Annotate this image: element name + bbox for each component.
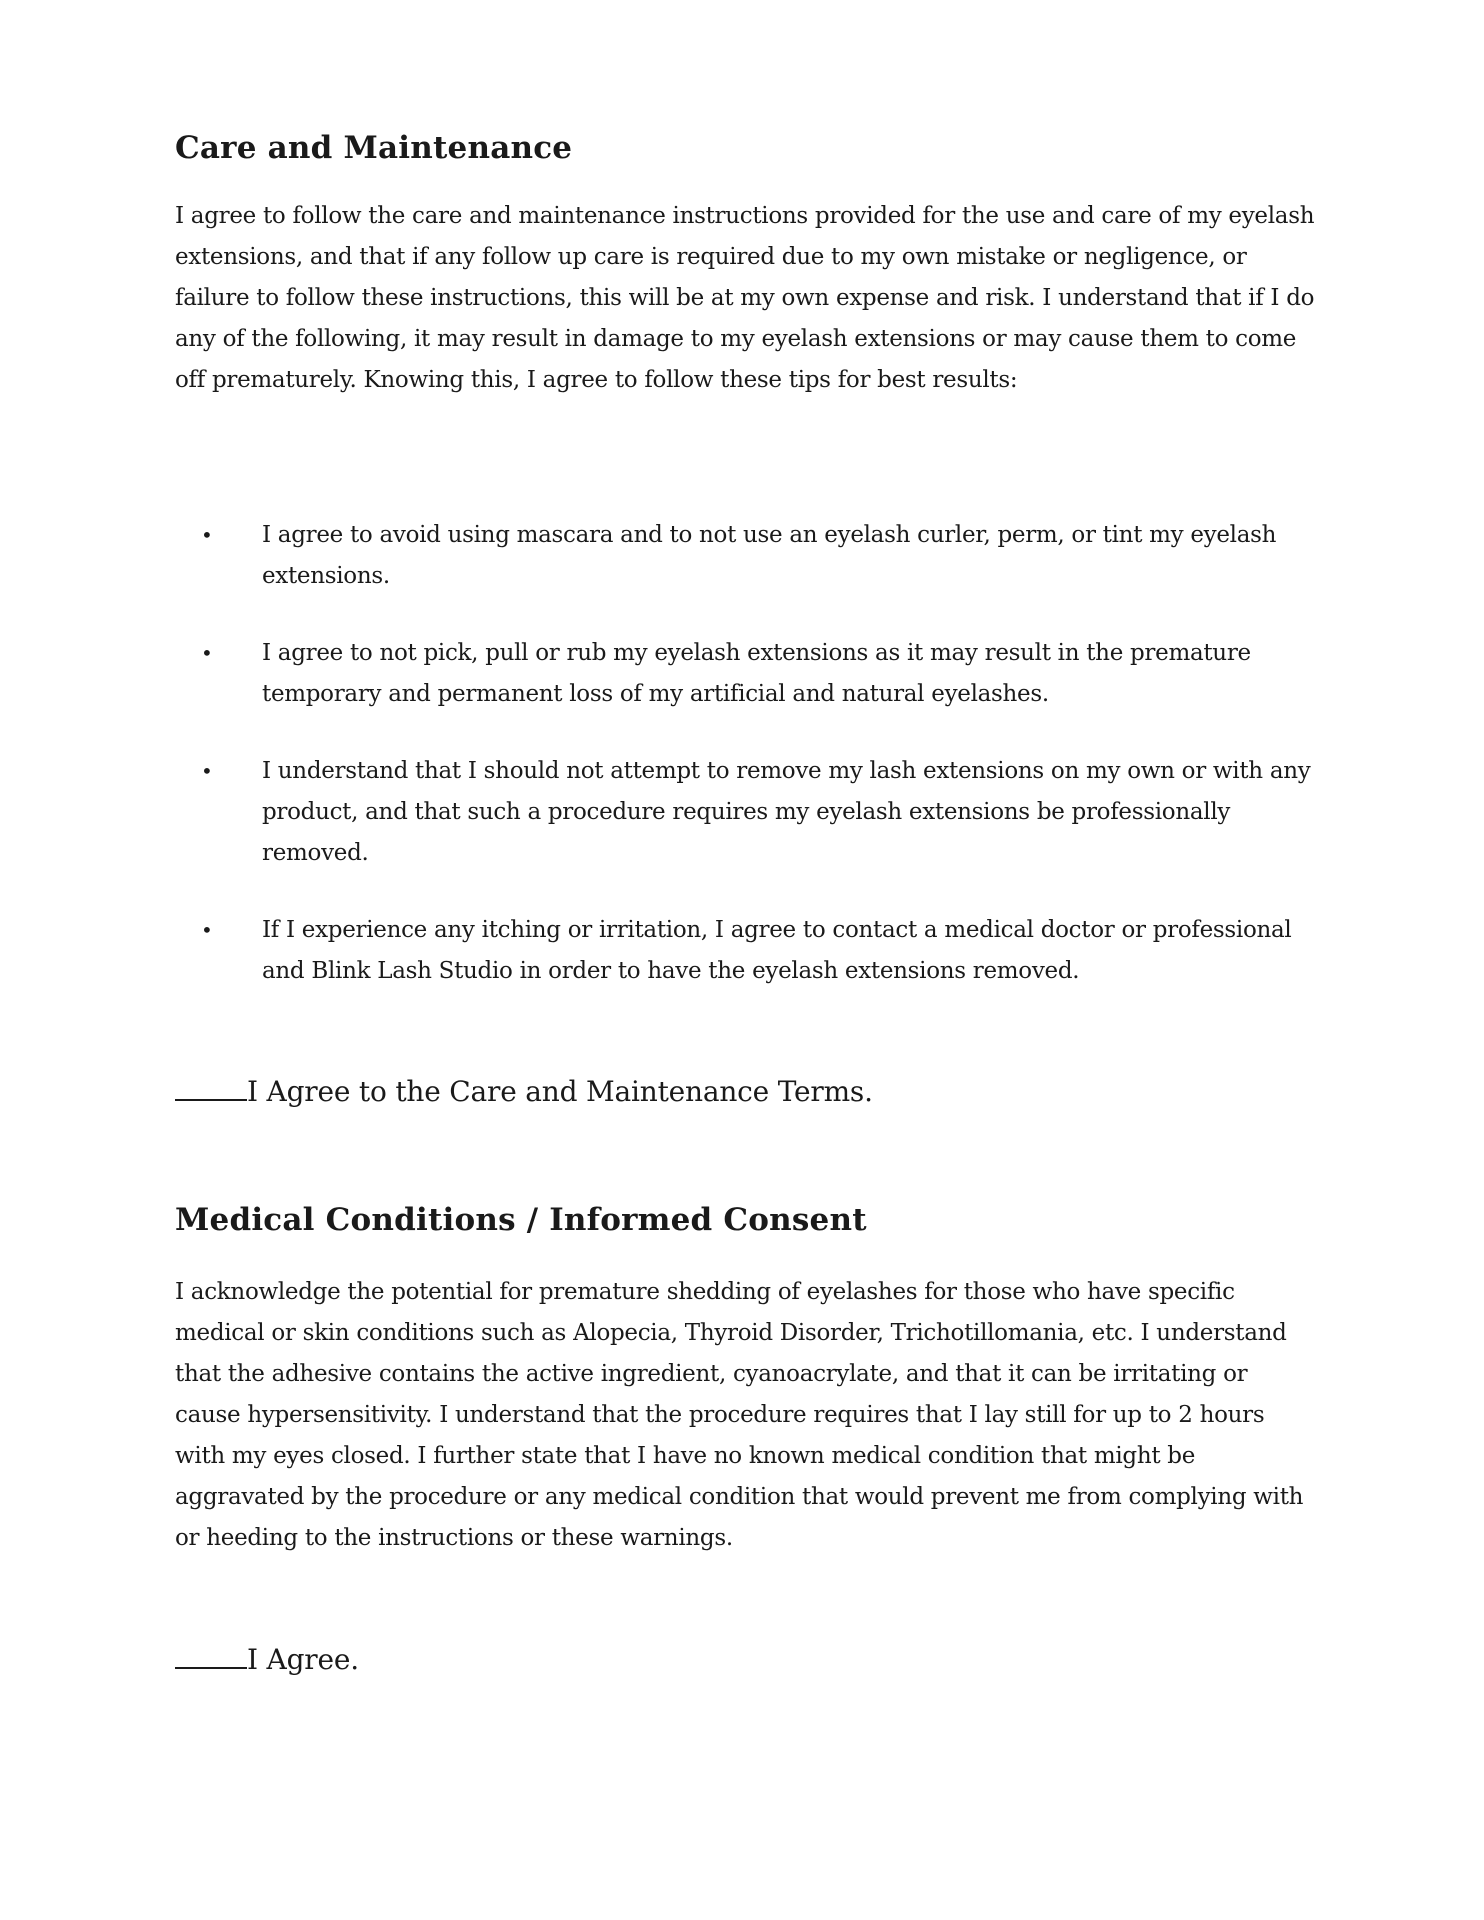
care-agreement-line [175, 1072, 873, 1112]
list-item-text: I agree to not pick, pull or rub my eyelash extensions as it may result in the premature temporary and permanent loss of my artificial and natural eyelashes. [262, 640, 1251, 707]
list-item-text: If I experience any itching or irritation, I agree to contact a medical doctor or professional and Blink Lash Studio in order to have the eyelash extensions removed. [262, 917, 1292, 984]
bullet-icon: • [201, 641, 213, 665]
list-item [175, 751, 1315, 874]
bullet-icon: • [201, 523, 213, 547]
list-item-text: I agree to avoid using mascara and to not use an eyelash curler, perm, or tint my eyelash extensions. [262, 522, 1277, 589]
care-tips-list [175, 515, 1315, 1028]
medical-agreement-line [175, 1640, 359, 1680]
list-item [175, 515, 1315, 597]
bullet-icon: • [201, 759, 213, 783]
list-item-text: I understand that I should not attempt to remove my lash extensions on my own or with any product, and that such a procedure requires my eyelash extensions be professionally removed. [262, 758, 1311, 866]
care-maintenance-paragraph: I agree to follow the care and maintenance instructions provided for the use and care of my eyelash extensions, and that if any follow up care is required due to my own mistake or negligence, or failure to follow these instructions, this will be at my own expense and risk. I understand that if I do any of the following, it may result in damage to my eyelash extensions or may cause them to come off prematurely. Knowing this, I agree to follow these tips for best results: [175, 203, 1315, 393]
list-item [175, 633, 1315, 715]
care-maintenance-heading: Care and Maintenance [175, 130, 573, 166]
medical-agreement-text: I Agree. [247, 1643, 359, 1676]
care-initials-blank[interactable] [175, 1073, 247, 1101]
medical-consent-paragraph: I acknowledge the potential for premature shedding of eyelashes for those who have specific medical or skin conditions such as Alopecia, Thyroid Disorder, Trichotillomania, etc. I understand that the adhesive contains the active ingredient, cyanoacrylate, and that it can be irritating or cause hypersensitivity. I understand that the procedure requires that I lay still for up to 2 hours with my eyes closed. I further state that I have no known medical condition that might be aggravated by the procedure or any medical condition that would prevent me from complying with or heeding to the instructions or these warnings. [175, 1279, 1304, 1551]
medical-initials-blank[interactable] [175, 1641, 247, 1669]
medical-consent-heading: Medical Conditions / Informed Consent [175, 1202, 867, 1238]
list-item [175, 910, 1315, 992]
care-agreement-text: I Agree to the Care and Maintenance Terms. [247, 1075, 873, 1108]
bullet-icon: • [201, 918, 213, 942]
